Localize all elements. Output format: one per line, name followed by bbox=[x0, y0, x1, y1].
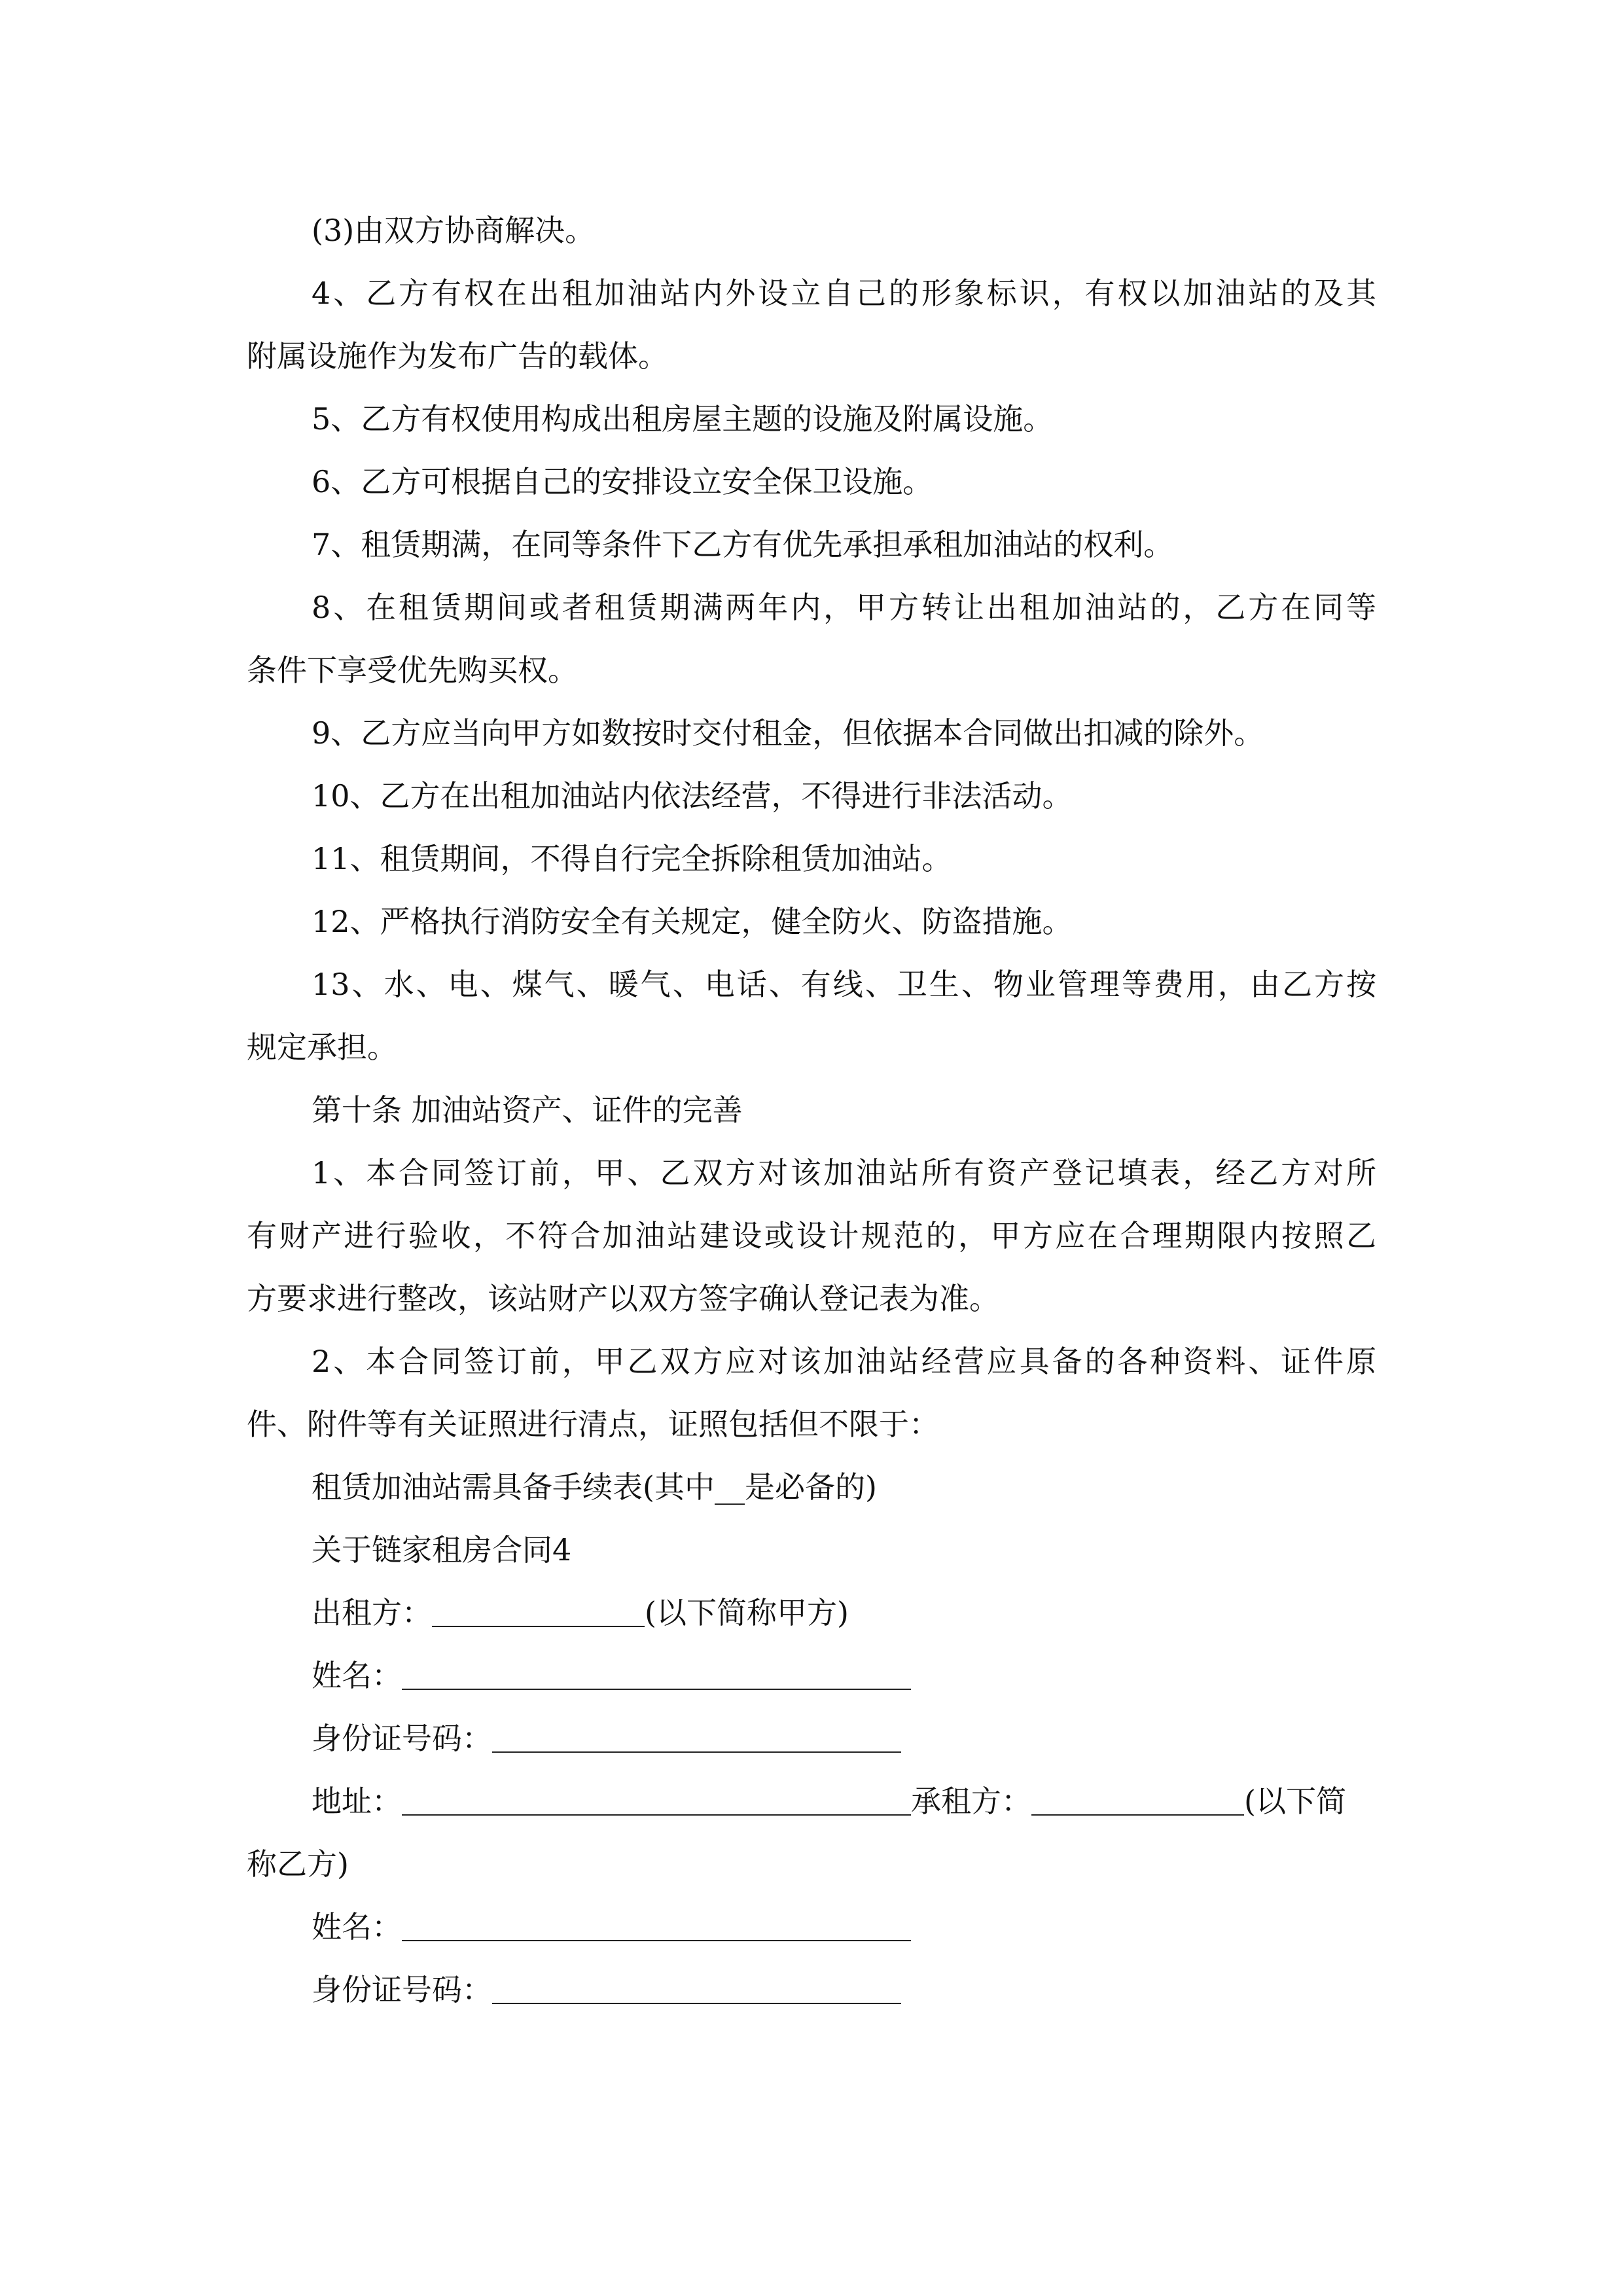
paragraph-line: 4、乙方有权在出租加油站内外设立自己的形象标识，有权以加油站的及其 bbox=[312, 276, 1376, 311]
contract-title: 关于链家租房合同4 bbox=[312, 1532, 572, 1568]
paragraph-line: 12、严格执行消防安全有关规定，健全防火、防盗措施。 bbox=[312, 904, 1073, 939]
paragraph-line: 8、在租赁期间或者租赁期满两年内，甲方转让出租加油站的，乙方在同等 bbox=[312, 590, 1376, 625]
id-row-2 bbox=[312, 1970, 1376, 2009]
paragraph-line: 条件下享受优先购买权。 bbox=[247, 653, 578, 688]
address-blank[interactable] bbox=[402, 1784, 911, 1816]
paragraph-line: 13、水、电、煤气、暖气、电话、有线、卫生、物业管理等费用，由乙方按 bbox=[312, 967, 1376, 1002]
name-row bbox=[312, 1656, 1376, 1695]
id-blank[interactable] bbox=[492, 1721, 901, 1753]
name-label: 姓名： bbox=[312, 1658, 402, 1693]
lessor-blank[interactable] bbox=[432, 1596, 645, 1627]
paragraph-line: 件、附件等有关证照进行清点，证照包括但不限于： bbox=[247, 1407, 939, 1442]
name-blank[interactable] bbox=[402, 1659, 911, 1690]
paragraph-line: 11、租赁期间，不得自行完全拆除租赁加油站。 bbox=[312, 841, 952, 876]
section-heading: 第十条 加油站资产、证件的完善 bbox=[312, 1092, 743, 1128]
paragraph-line: 7、租赁期满，在同等条件下乙方有优先承担承租加油站的权利。 bbox=[312, 527, 1174, 562]
paragraph-line: 5、乙方有权使用构成出租房屋主题的设施及附属设施。 bbox=[312, 401, 1054, 437]
name-label-2: 姓名： bbox=[312, 1909, 402, 1945]
paragraph-line: (3)由双方协商解决。 bbox=[312, 213, 596, 248]
id-label: 身份证号码： bbox=[312, 1721, 492, 1756]
name-blank-2[interactable] bbox=[402, 1910, 911, 1941]
paragraph-line: 规定承担。 bbox=[247, 1030, 397, 1065]
lessor-suffix: (以下简称甲方) bbox=[645, 1595, 849, 1630]
lessee-blank[interactable] bbox=[1031, 1784, 1244, 1816]
id-blank-2[interactable] bbox=[492, 1973, 901, 2004]
paragraph-line: 有财产进行验收，不符合加油站建设或设计规范的，甲方应在合理期限内按照乙 bbox=[247, 1218, 1376, 1253]
address-label: 地址： bbox=[312, 1784, 402, 1819]
paragraph-line: 6、乙方可根据自己的安排设立安全保卫设施。 bbox=[312, 464, 933, 499]
paragraph-line: 9、乙方应当向甲方如数按时交付租金，但依据本合同做出扣减的除外。 bbox=[312, 715, 1264, 751]
name-row-2 bbox=[312, 1907, 1376, 1946]
paragraph-line: 租赁加油站需具备手续表(其中__是必备的) bbox=[312, 1469, 877, 1505]
address-row bbox=[312, 1782, 1376, 1821]
paragraph-line: 方要求进行整改，该站财产以双方签字确认登记表为准。 bbox=[247, 1281, 999, 1316]
id-row bbox=[312, 1719, 1376, 1758]
lessor-row bbox=[312, 1593, 1376, 1632]
paragraph-line: 附属设施作为发布广告的载体。 bbox=[247, 338, 668, 374]
lessee-suffix: (以下简 bbox=[1244, 1784, 1346, 1819]
paragraph-line: 10、乙方在出租加油站内依法经营，不得进行非法活动。 bbox=[312, 778, 1073, 814]
paragraph-line: 2、本合同签订前，甲乙双方应对该加油站经营应具备的各种资料、证件原 bbox=[312, 1344, 1376, 1379]
lessee-suffix-line: 称乙方) bbox=[247, 1846, 349, 1882]
id-label-2: 身份证号码： bbox=[312, 1972, 492, 2007]
lessee-label: 承租方： bbox=[911, 1784, 1031, 1819]
lessor-label: 出租方： bbox=[312, 1595, 432, 1630]
paragraph-line: 1、本合同签订前，甲、乙双方对该加油站所有资产登记填表，经乙方对所 bbox=[312, 1155, 1376, 1191]
